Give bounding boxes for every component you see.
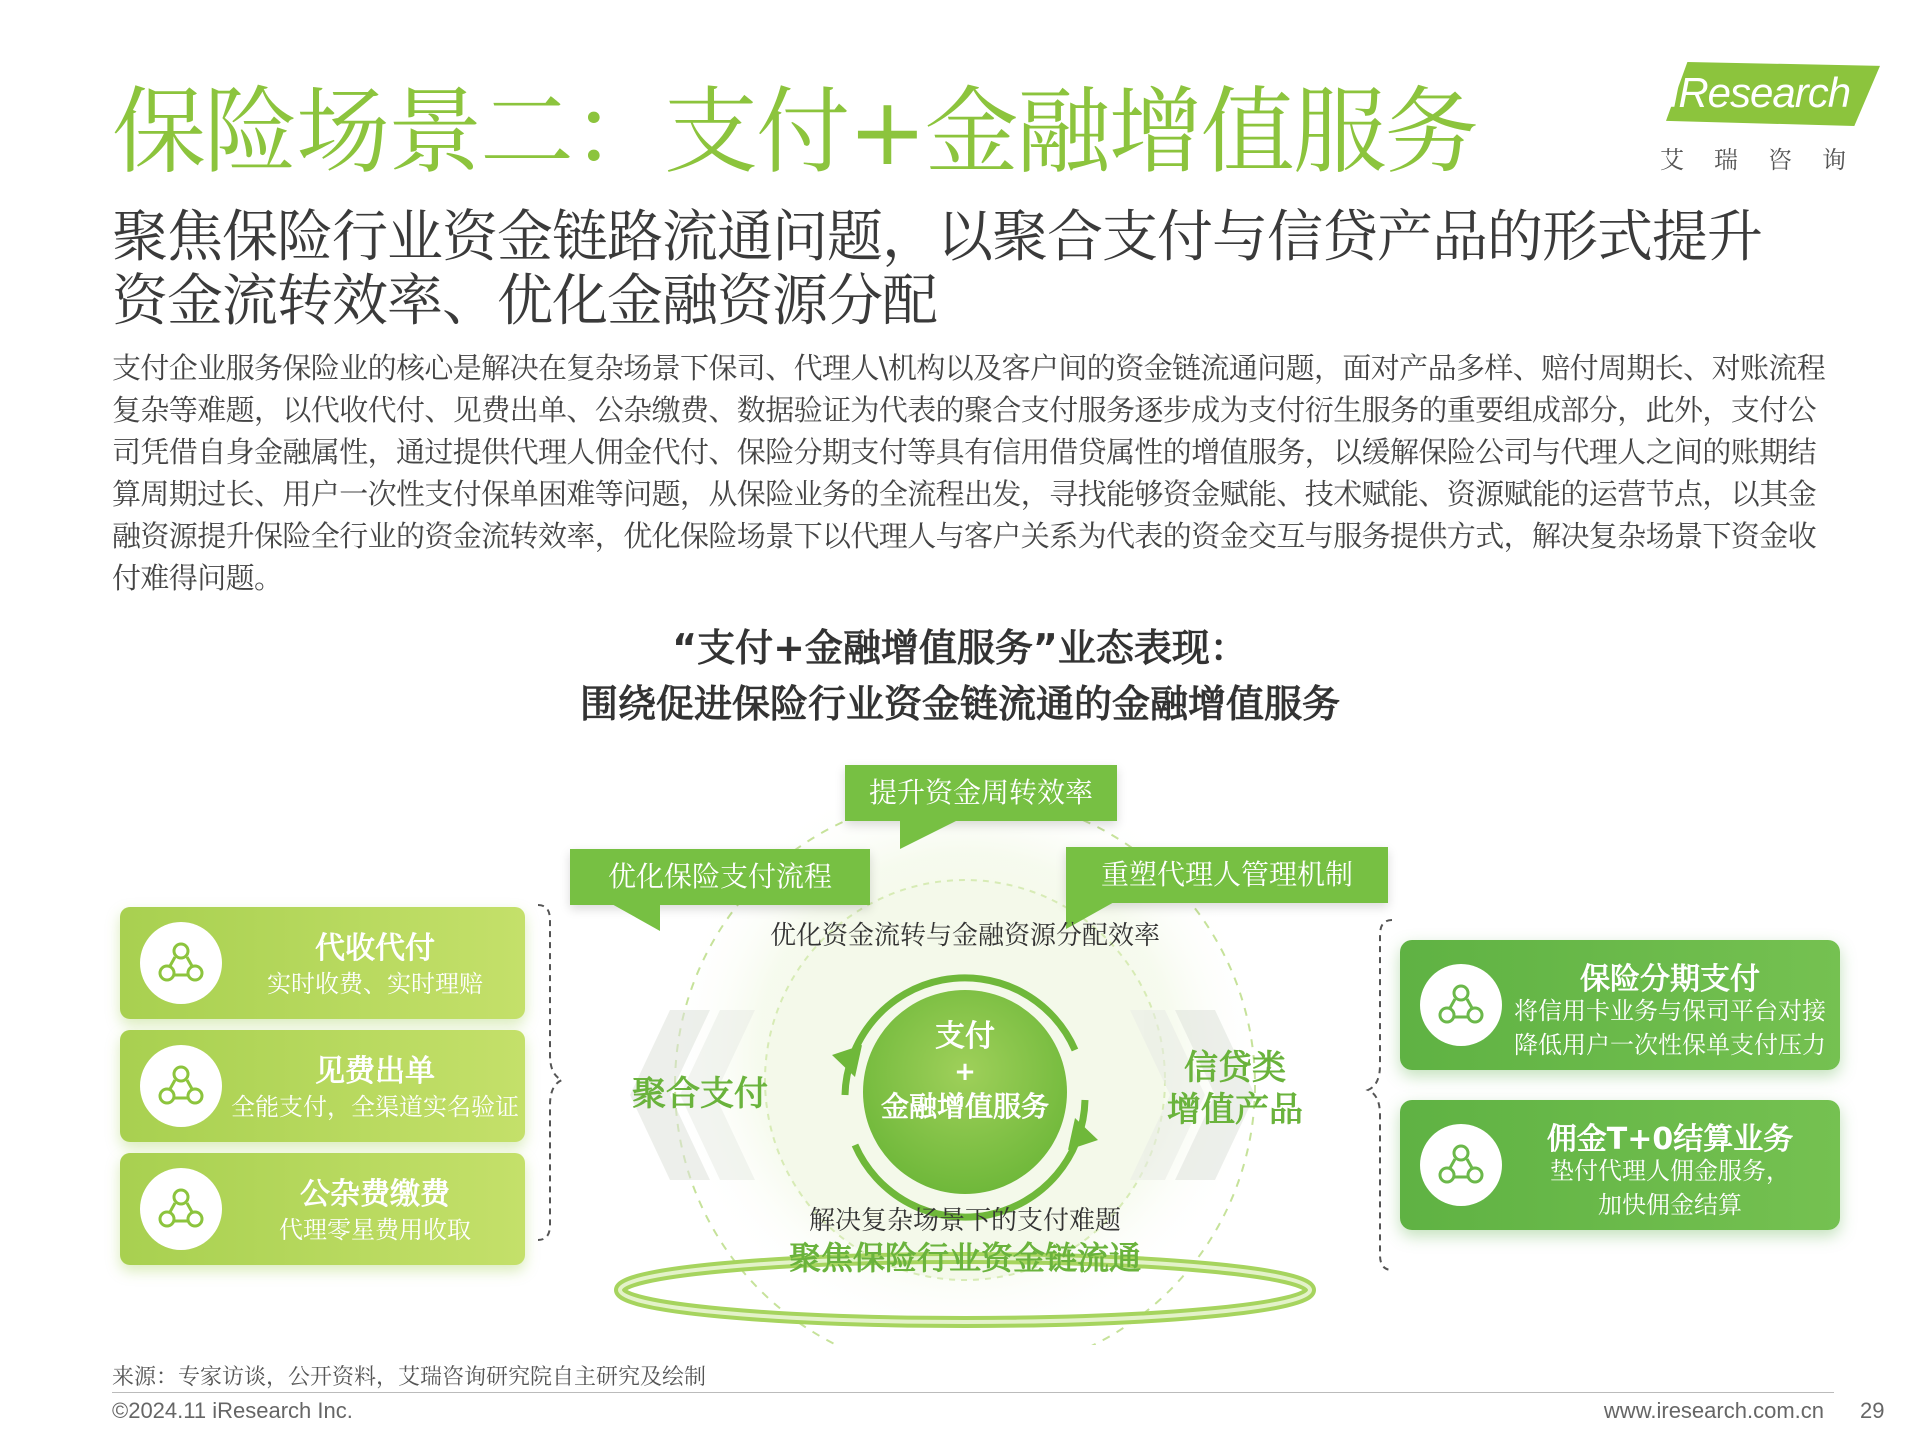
page-title: 保险场景二：支付+金融增值服务: [112, 78, 1477, 187]
center-line2: +: [954, 1057, 976, 1087]
left-ring-label: 聚合支付: [632, 1074, 768, 1114]
right-card-installment: [1400, 940, 1840, 1070]
page-number: 29: [1860, 1398, 1885, 1423]
tag-top: [845, 765, 1117, 821]
center-line3: 金融增值服务: [880, 1090, 1049, 1123]
business-diagram: [110, 755, 1850, 1345]
bottom-green-label: 聚焦保险行业资金链流通: [788, 1239, 1141, 1277]
right-card-desc: [1500, 1154, 1840, 1222]
right-card-desc-line1: 将信用卡业务与保司平台对接: [1514, 997, 1826, 1025]
page-subtitle: 聚焦保险行业资金链路流通问题，以聚合支付与信贷产品的形式提升资金流转效率、优化金融资源分配: [112, 205, 1762, 334]
right-card-commission: [1400, 1100, 1840, 1230]
center-line1: 支付: [935, 1019, 995, 1054]
right-card-desc-line2: 降低用户一次性保单支付压力: [1514, 1031, 1826, 1059]
diagram-heading: [0, 620, 1920, 732]
diagram-heading-line2: 围绕促进保险行业资金链流通的金融增值服务: [579, 682, 1340, 726]
people-group-icon: [140, 1168, 222, 1250]
left-card-desc: 代理零星费用收取: [279, 1216, 471, 1244]
diagram-heading-line1: “支付+金融增值服务”业态表现：: [672, 626, 1248, 670]
left-card-desc: 实时收费、实时理赔: [267, 970, 483, 998]
tag-right-label: 重塑代理人管理机制: [1100, 858, 1353, 891]
right-card-desc: [1500, 994, 1840, 1062]
center-text: [865, 1017, 1065, 1127]
tag-left-pointer: [610, 903, 660, 931]
left-card-misc-fees: [120, 1153, 525, 1265]
copyright: ©2024.11 iResearch Inc.: [112, 1398, 353, 1423]
left-card-desc: 全能支付，全渠道实名验证: [231, 1093, 519, 1121]
tag-left: [570, 849, 870, 905]
left-card-collect-pay: [120, 907, 525, 1019]
iresearch-logo: [1660, 60, 1882, 174]
ring-top-label: 优化资金流转与金融资源分配效率: [769, 921, 1160, 951]
right-ring-label-line1: 信贷类: [1184, 1048, 1286, 1088]
people-group-icon: [140, 1045, 222, 1127]
left-card-issue-on-payment: [120, 1030, 525, 1142]
right-card-title: 佣金T+0结算业务: [1546, 1122, 1794, 1157]
right-ring-label-line2: 增值产品: [1167, 1090, 1303, 1130]
left-card-title: 代收代付: [315, 931, 435, 966]
body-paragraph: 支付企业服务保险业的核心是解决在复杂场景下保司、代理人\机构以及客户间的资金链流通问题，面对产品多样、赔付周期长、对账流程复杂等难题，以代收代付、见费出单、公杂缴费、数据验证为代表的聚合支付服务逐步成为支付衍生服务的重要组成部分，此外，支付公司凭借自身金融属性，通过提供代理人佣金代付、保险分期支付等具有信用借贷属性的增值服务，以缓解保险公司与代理人之间的账期结算周期过长、用户一次性支付保单困难等问题，从保险业务的全流程出发，寻找能够资金赋能、技术赋能、资源赋能的运营节点，以其金融资源提升保险全行业的资金流转效率，优化保险场景下以代理人与客户关系为代表的资金交互与服务提供方式，解决复杂场景下资金收付难得问题。: [112, 351, 1826, 595]
logo-cn-text: 艾瑞咨询: [1660, 146, 1876, 174]
right-card-desc-line1: 垫付代理人佣金服务，: [1550, 1157, 1790, 1185]
bottom-ring-label: 解决复杂场景下的支付难题: [808, 1206, 1121, 1236]
people-group-icon: [1420, 964, 1502, 1046]
logo-text: iResearch: [1670, 69, 1851, 116]
tag-right: [1066, 847, 1388, 903]
people-group-icon: [1420, 1124, 1502, 1206]
right-bracket: [1368, 920, 1392, 1270]
left-card-title: 公杂费缴费: [300, 1177, 450, 1212]
right-ring-label: [1150, 1047, 1320, 1131]
right-card-title: 保险分期支付: [1580, 962, 1760, 997]
footer-divider: [112, 1392, 1834, 1393]
left-card-title: 见费出单: [315, 1054, 435, 1089]
tag-left-label: 优化保险支付流程: [607, 860, 832, 893]
website-link[interactable]: www.iresearch.com.cn: [1603, 1398, 1824, 1423]
people-group-icon: [140, 922, 222, 1004]
right-card-desc-line2: 加快佣金结算: [1598, 1191, 1742, 1219]
tag-top-pointer: [900, 819, 960, 849]
left-bracket: [538, 905, 562, 1240]
source-note: 来源：专家访谈，公开资料，艾瑞咨询研究院自主研究及绘制: [112, 1365, 707, 1390]
tag-top-label: 提升资金周转效率: [868, 776, 1093, 809]
